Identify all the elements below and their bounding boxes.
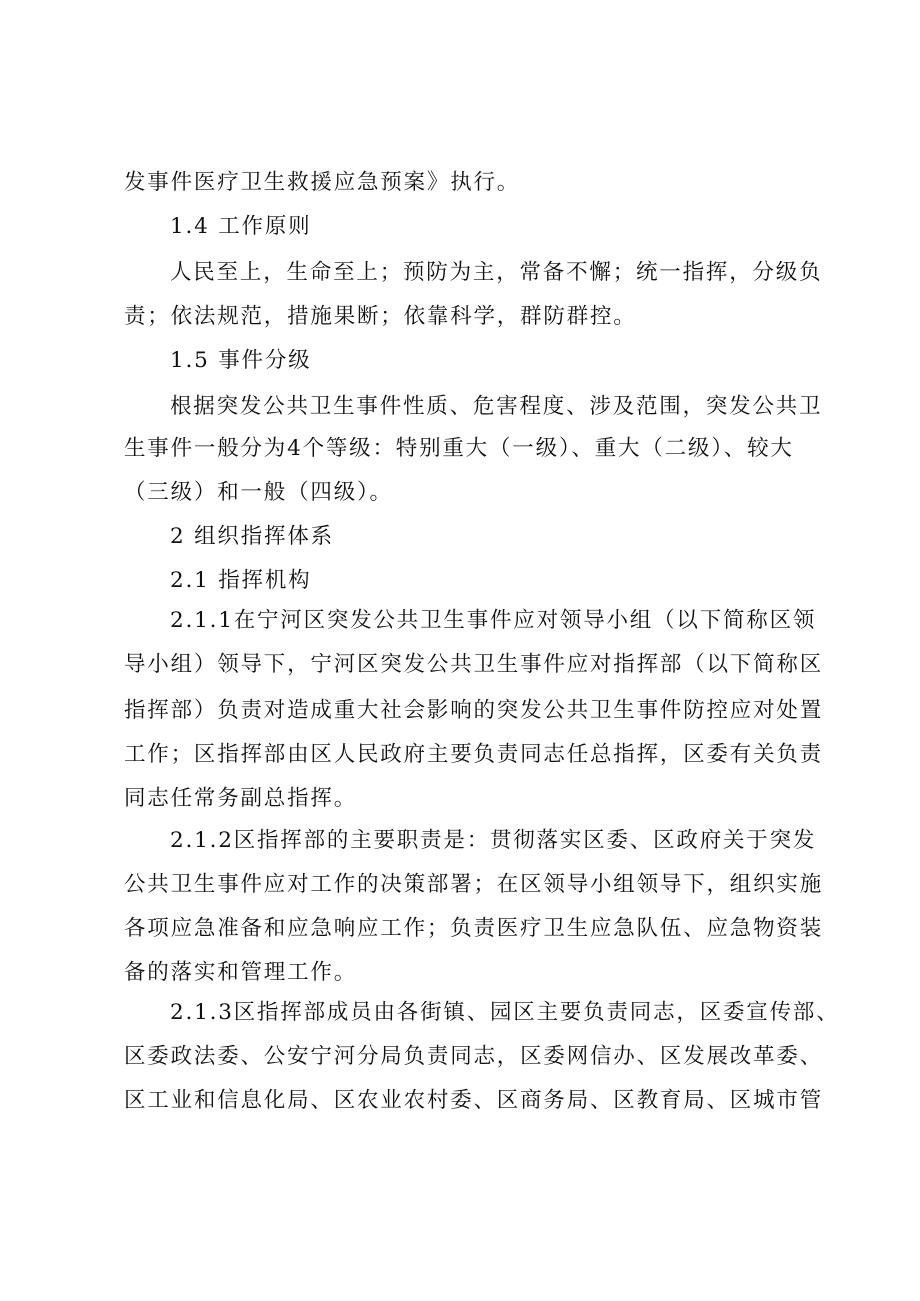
paragraph-line: 各项应急准备和应急响应工作；负责医疗卫生应急队伍、应急物资装 (124, 916, 824, 941)
paragraph-line: 公共卫生事件应对工作的决策部署；在区领导小组领导下，组织实施 (124, 872, 824, 897)
section-heading-2-1: 2.1 指挥机构 (170, 568, 312, 593)
paragraph-line: 区工业和信息化局、区农业农村委、区商务局、区教育局、区城市管 (124, 1088, 824, 1113)
paragraph-line: 2.1.2区指挥部的主要职责是：贯彻落实区委、区政府关于突发 (170, 828, 817, 853)
paragraph-line: （三级）和一般（四级）。 (124, 480, 393, 505)
paragraph-line: 区委政法委、公安宁河分局负责同志，区委网信办、区发展改革委、 (124, 1044, 824, 1069)
section-heading-1-5: 1.5 事件分级 (170, 348, 312, 373)
paragraph-line: 根据突发公共卫生事件性质、危害程度、涉及范围，突发公共卫 (170, 394, 823, 419)
paragraph-line: 指挥部）负责对造成重大社会影响的突发公共卫生事件防控应对处置 (124, 698, 824, 723)
paragraph-line: 同志任常务副总指挥。 (124, 786, 358, 811)
paragraph-line: 2.1.1在宁河区突发公共卫生事件应对领导小组（以下简称区领 (170, 608, 817, 633)
paragraph-line: 责；依法规范，措施果断；依靠科学，群防群控。 (124, 304, 637, 329)
paragraph-line: 备的落实和管理工作。 (124, 960, 358, 985)
paragraph-line: 工作；区指挥部由区人民政府主要负责同志任总指挥，区委有关负责 (124, 742, 824, 767)
section-heading-1-4: 1.4 工作原则 (170, 214, 312, 239)
paragraph-line: 人民至上，生命至上；预防为主，常备不懈；统一指挥，分级负 (170, 260, 823, 285)
section-heading-2: 2 组织指挥体系 (170, 524, 334, 549)
paragraph-line: 2.1.3区指挥部成员由各街镇、园区主要负责同志，区委宣传部、 (170, 1000, 840, 1025)
paragraph-line: 导小组）领导下，宁河区突发公共卫生事件应对指挥部（以下简称区 (124, 652, 824, 677)
text-line: 发事件医疗卫生救援应急预案》执行。 (124, 170, 521, 195)
paragraph-line: 生事件一般分为4个等级：特别重大（一级）、重大（二级）、较大 (124, 436, 794, 461)
